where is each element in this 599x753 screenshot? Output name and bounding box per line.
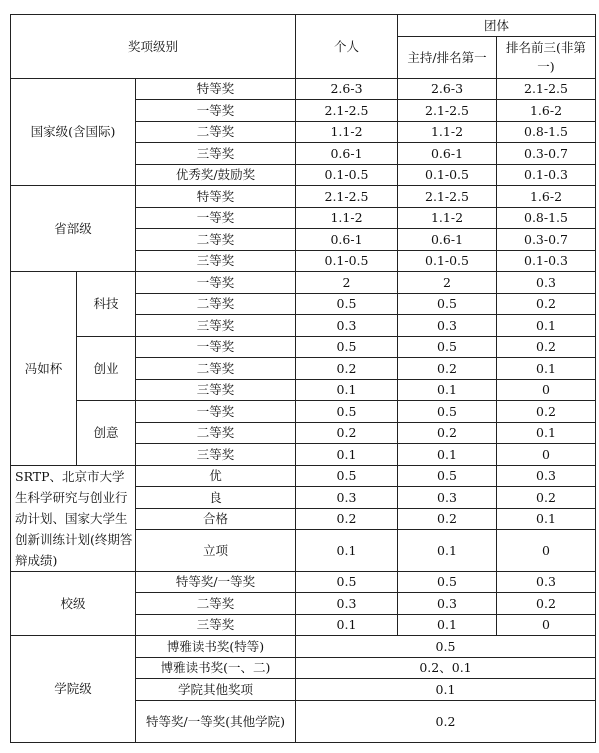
provincial-level-label: 省部级 [11, 186, 136, 272]
team-leader-score-cell: 2.1-2.5 [398, 100, 497, 122]
team-leader-score-cell: 0.5 [398, 293, 497, 315]
individual-header: 个人 [296, 15, 398, 79]
team-leader-score-cell: 0.3 [398, 315, 497, 337]
fengru-tech-label: 科技 [77, 272, 136, 337]
award-name-cell: 优 [136, 465, 296, 487]
team-top3-header: 排名前三(非第一) [497, 36, 596, 78]
award-name-cell: 二等奖 [136, 358, 296, 380]
team-top3-score-cell: 0.3 [497, 465, 596, 487]
individual-score-cell: 2.6-3 [296, 78, 398, 100]
individual-score-cell: 0.1 [296, 614, 398, 636]
team-header: 团体 [398, 15, 596, 37]
award-name-cell: 优秀奖/鼓励奖 [136, 164, 296, 186]
team-top3-score-cell: 0.1 [497, 508, 596, 530]
award-name-cell: 博雅读书奖(特等) [136, 636, 296, 658]
team-top3-score-cell: 0.2 [497, 336, 596, 358]
team-leader-score-cell: 0.6-1 [398, 143, 497, 165]
award-name-cell: 特等奖 [136, 186, 296, 208]
award-name-cell: 特等奖/一等奖 [136, 571, 296, 593]
team-leader-score-cell: 2 [398, 272, 497, 294]
team-leader-score-cell: 0.1 [398, 379, 497, 401]
team-leader-score-cell: 0.5 [398, 571, 497, 593]
team-leader-score-cell: 0.1 [398, 444, 497, 466]
team-top3-score-cell: 2.1-2.5 [497, 78, 596, 100]
award-name-cell: 立项 [136, 530, 296, 571]
team-top3-score-cell: 0.1 [497, 422, 596, 444]
award-name-cell: 三等奖 [136, 315, 296, 337]
table-row [11, 186, 596, 208]
team-leader-score-cell: 0.5 [398, 401, 497, 423]
table-row [11, 465, 596, 487]
individual-score-cell: 0.1 [296, 530, 398, 571]
individual-score-cell: 0.2 [296, 358, 398, 380]
national-level-label: 国家级(含国际) [11, 78, 136, 186]
school-level-label: 校级 [11, 571, 136, 636]
fengru-startup-label: 创业 [77, 336, 136, 401]
team-leader-score-cell: 0.6-1 [398, 229, 497, 251]
award-name-cell: 一等奖 [136, 401, 296, 423]
table-row [11, 336, 596, 358]
award-name-cell: 三等奖 [136, 250, 296, 272]
award-name-cell: 三等奖 [136, 444, 296, 466]
award-name-cell: 合格 [136, 508, 296, 530]
team-top3-score-cell: 0.2 [497, 593, 596, 615]
team-top3-score-cell: 0.1-0.3 [497, 164, 596, 186]
team-top3-score-cell: 0 [497, 530, 596, 571]
college-score-cell: 0.5 [296, 636, 596, 658]
award-name-cell: 二等奖 [136, 422, 296, 444]
individual-score-cell: 0.2 [296, 508, 398, 530]
team-top3-score-cell: 0.1 [497, 315, 596, 337]
fengru-idea-label: 创意 [77, 401, 136, 466]
table-row [11, 272, 596, 294]
team-leader-score-cell: 0.5 [398, 336, 497, 358]
team-leader-score-cell: 2.1-2.5 [398, 186, 497, 208]
team-top3-score-cell: 0.3-0.7 [497, 143, 596, 165]
fengru-cup-label: 冯如杯 [11, 272, 77, 466]
team-top3-score-cell: 0.8-1.5 [497, 207, 596, 229]
award-name-cell: 博雅读书奖(一、二) [136, 657, 296, 679]
award-name-cell: 三等奖 [136, 379, 296, 401]
college-score-cell: 0.2 [296, 700, 596, 742]
team-leader-score-cell: 0.3 [398, 487, 497, 509]
individual-score-cell: 1.1-2 [296, 207, 398, 229]
team-leader-header: 主持/排名第一 [398, 36, 497, 78]
team-top3-score-cell: 0.2 [497, 293, 596, 315]
award-name-cell: 一等奖 [136, 336, 296, 358]
individual-score-cell: 0.3 [296, 315, 398, 337]
individual-score-cell: 0.1 [296, 444, 398, 466]
table-row [11, 636, 596, 658]
team-leader-score-cell: 0.1 [398, 530, 497, 571]
team-leader-score-cell: 0.2 [398, 508, 497, 530]
award-name-cell: 二等奖 [136, 293, 296, 315]
award-name-cell: 二等奖 [136, 121, 296, 143]
team-top3-score-cell: 0.3-0.7 [497, 229, 596, 251]
team-top3-score-cell: 0.3 [497, 571, 596, 593]
team-top3-score-cell: 1.6-2 [497, 186, 596, 208]
individual-score-cell: 0.5 [296, 465, 398, 487]
team-leader-score-cell: 0.5 [398, 465, 497, 487]
team-top3-score-cell: 1.6-2 [497, 100, 596, 122]
individual-score-cell: 0.6-1 [296, 229, 398, 251]
award-level-header: 奖项级别 [11, 15, 296, 79]
individual-score-cell: 0.1 [296, 379, 398, 401]
table-row [11, 15, 596, 37]
team-top3-score-cell: 0.1-0.3 [497, 250, 596, 272]
award-name-cell: 三等奖 [136, 614, 296, 636]
team-leader-score-cell: 0.2 [398, 422, 497, 444]
individual-score-cell: 0.5 [296, 336, 398, 358]
individual-score-cell: 0.5 [296, 571, 398, 593]
award-name-cell: 三等奖 [136, 143, 296, 165]
college-score-cell: 0.2、0.1 [296, 657, 596, 679]
team-top3-score-cell: 0.1 [497, 358, 596, 380]
team-top3-score-cell: 0.2 [497, 401, 596, 423]
team-leader-score-cell: 0.1-0.5 [398, 250, 497, 272]
table-row [11, 78, 596, 100]
individual-score-cell: 1.1-2 [296, 121, 398, 143]
individual-score-cell: 0.6-1 [296, 143, 398, 165]
award-name-cell: 良 [136, 487, 296, 509]
team-leader-score-cell: 0.2 [398, 358, 497, 380]
individual-score-cell: 0.1-0.5 [296, 164, 398, 186]
award-name-cell: 一等奖 [136, 272, 296, 294]
individual-score-cell: 0.5 [296, 401, 398, 423]
award-name-cell: 二等奖 [136, 593, 296, 615]
individual-score-cell: 2 [296, 272, 398, 294]
award-name-cell: 特等奖 [136, 78, 296, 100]
college-level-label: 学院级 [11, 636, 136, 743]
team-top3-score-cell: 0 [497, 379, 596, 401]
individual-score-cell: 0.2 [296, 422, 398, 444]
team-leader-score-cell: 1.1-2 [398, 207, 497, 229]
award-name-cell: 一等奖 [136, 100, 296, 122]
table-row [11, 571, 596, 593]
srtp-program-label: SRTP、北京市大学生科学研究与创业行动计划、国家大学生创新训练计划(终期答辩成绩) [11, 465, 136, 571]
college-score-cell: 0.1 [296, 679, 596, 701]
individual-score-cell: 0.1-0.5 [296, 250, 398, 272]
team-top3-score-cell: 0.8-1.5 [497, 121, 596, 143]
individual-score-cell: 2.1-2.5 [296, 100, 398, 122]
team-leader-score-cell: 0.1-0.5 [398, 164, 497, 186]
award-name-cell: 特等奖/一等奖(其他学院) [136, 700, 296, 742]
individual-score-cell: 0.5 [296, 293, 398, 315]
team-top3-score-cell: 0 [497, 444, 596, 466]
team-leader-score-cell: 0.1 [398, 614, 497, 636]
individual-score-cell: 2.1-2.5 [296, 186, 398, 208]
team-leader-score-cell: 1.1-2 [398, 121, 497, 143]
team-top3-score-cell: 0.2 [497, 487, 596, 509]
team-leader-score-cell: 2.6-3 [398, 78, 497, 100]
individual-score-cell: 0.3 [296, 593, 398, 615]
team-leader-score-cell: 0.3 [398, 593, 497, 615]
table-row [11, 401, 596, 423]
team-top3-score-cell: 0.3 [497, 272, 596, 294]
team-top3-score-cell: 0 [497, 614, 596, 636]
award-name-cell: 学院其他奖项 [136, 679, 296, 701]
award-score-table [10, 14, 596, 743]
award-name-cell: 二等奖 [136, 229, 296, 251]
award-name-cell: 一等奖 [136, 207, 296, 229]
individual-score-cell: 0.3 [296, 487, 398, 509]
